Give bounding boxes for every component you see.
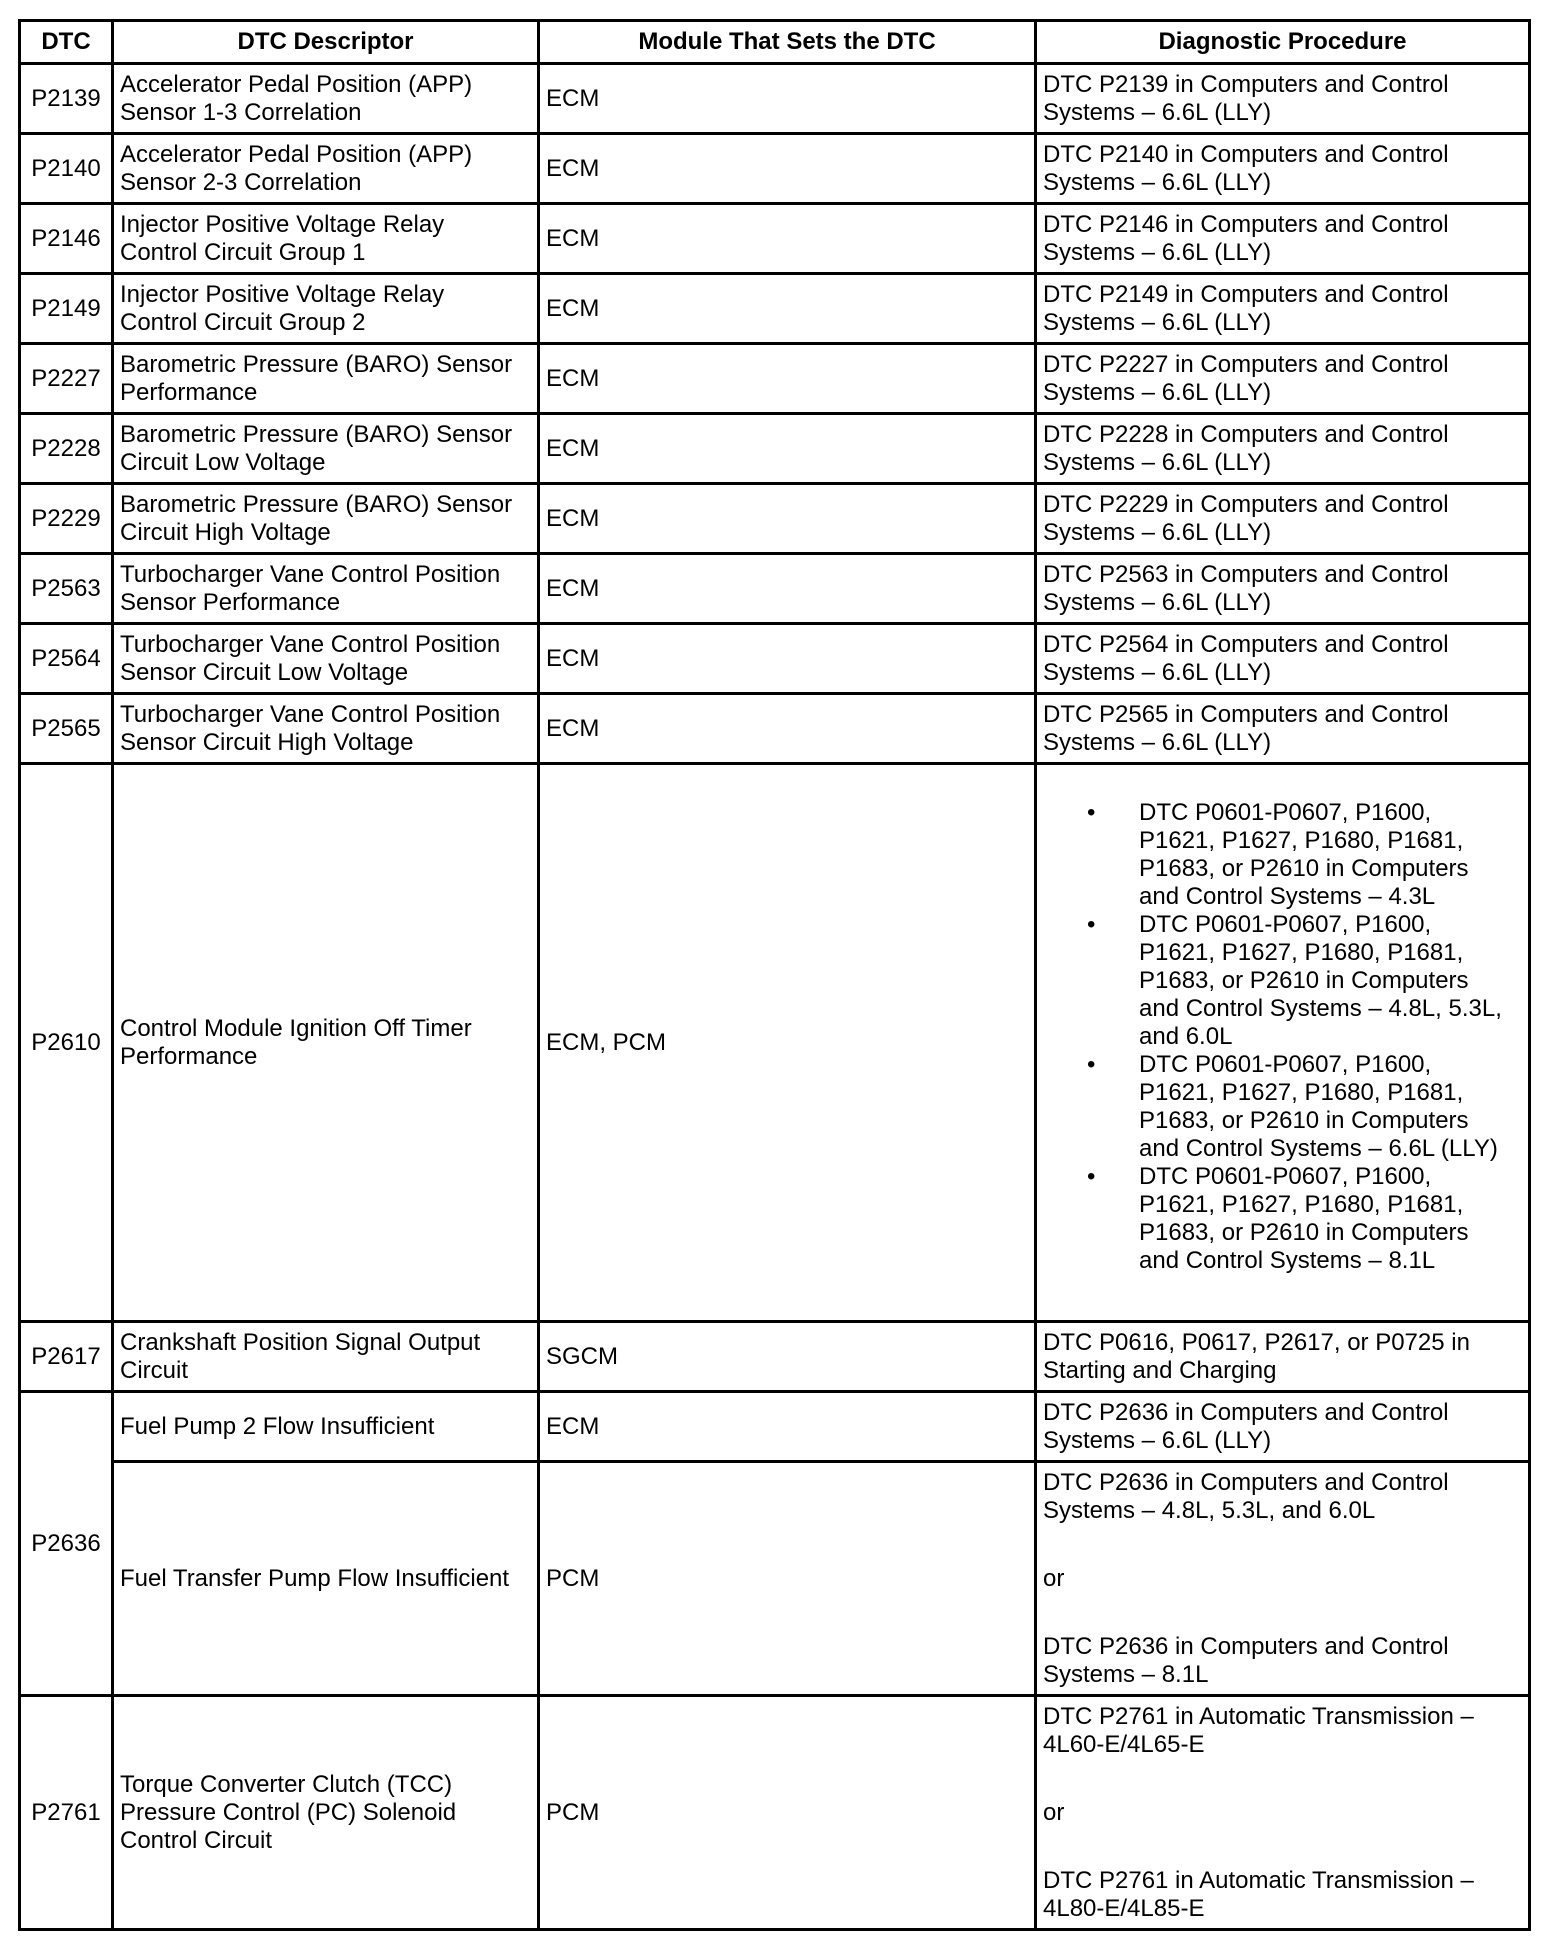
- procedure-line: DTC P2761 in Automatic Transmission –: [1043, 1866, 1474, 1894]
- procedure-line: DTC P2146 in Computers and Control: [1043, 210, 1449, 238]
- procedure-line: DTC P2563 in Computers and Control: [1043, 560, 1449, 588]
- dtc-code: P2636: [20, 1392, 113, 1696]
- dtc-code: P2228: [20, 414, 113, 484]
- dtc-code: P2227: [20, 344, 113, 414]
- procedure-bullet-item: [1087, 1162, 1522, 1275]
- procedure-line: DTC P2229 in Computers and Control: [1043, 490, 1449, 518]
- dtc-module: PCM: [539, 1696, 1036, 1930]
- procedure-line: P1621, P1627, P1680, P1681,: [1139, 1190, 1464, 1218]
- descriptor-line: Sensor 2-3 Correlation: [120, 168, 362, 196]
- dtc-descriptor: [113, 204, 539, 274]
- dtc-descriptor: [113, 64, 539, 134]
- table-row: [20, 134, 1530, 204]
- procedure-line: Systems – 6.6L (LLY): [1043, 378, 1272, 406]
- descriptor-line: Torque Converter Clutch (TCC): [120, 1770, 453, 1798]
- dtc-module: ECM: [539, 624, 1036, 694]
- procedure-line: P1683, or P2610 in Computers: [1139, 966, 1469, 994]
- dtc-descriptor: [113, 554, 539, 624]
- table-row-p2636-b: [20, 1462, 1530, 1696]
- table-row: [20, 414, 1530, 484]
- procedure-line: Systems – 6.6L (LLY): [1043, 588, 1272, 616]
- dtc-code: P2617: [20, 1322, 113, 1392]
- dtc-code: P2149: [20, 274, 113, 344]
- dtc-procedure: [1036, 1392, 1530, 1462]
- dtc-descriptor: [113, 414, 539, 484]
- descriptor-line: Barometric Pressure (BARO) Sensor: [120, 490, 513, 518]
- procedure-line: Systems – 4.8L, 5.3L, and 6.0L: [1043, 1496, 1376, 1524]
- procedure-line: DTC P2636 in Computers and Control: [1043, 1632, 1449, 1660]
- procedure-line: Systems – 6.6L (LLY): [1043, 168, 1272, 196]
- bullet-dot: •: [1087, 1050, 1096, 1078]
- dtc-module: ECM: [539, 64, 1036, 134]
- dtc-procedure: [1036, 624, 1530, 694]
- procedure-line: DTC P2227 in Computers and Control: [1043, 350, 1449, 378]
- dtc-descriptor: [113, 1696, 539, 1930]
- dtc-descriptor: Fuel Transfer Pump Flow Insufficient: [113, 1462, 539, 1696]
- procedure-line: DTC P2140 in Computers and Control: [1043, 140, 1449, 168]
- header-procedure: Diagnostic Procedure: [1036, 21, 1530, 64]
- dtc-procedure: [1036, 694, 1530, 764]
- dtc-descriptor: [113, 344, 539, 414]
- dtc-code: P2563: [20, 554, 113, 624]
- descriptor-line: Sensor Performance: [120, 588, 341, 616]
- procedure-line: DTC P2564 in Computers and Control: [1043, 630, 1449, 658]
- dtc-procedure: [1036, 1462, 1530, 1696]
- procedure-line: Systems – 6.6L (LLY): [1043, 518, 1272, 546]
- procedure-line: P1683, or P2610 in Computers: [1139, 1106, 1469, 1134]
- procedure-bullet-item: [1087, 910, 1522, 1051]
- table-row: [20, 64, 1530, 134]
- descriptor-line: Pressure Control (PC) Solenoid: [120, 1798, 457, 1826]
- dtc-module: ECM: [539, 204, 1036, 274]
- dtc-module: ECM, PCM: [539, 764, 1036, 1322]
- procedure-line: 4L60-E/4L65-E: [1043, 1730, 1205, 1758]
- procedure-line: Systems – 6.6L (LLY): [1043, 238, 1272, 266]
- procedure-line: and 6.0L: [1139, 1022, 1233, 1050]
- dtc-procedure: [1036, 1696, 1530, 1930]
- bullet-dot: •: [1087, 910, 1096, 938]
- dtc-descriptor: [113, 1322, 539, 1392]
- table-row-p2610: [20, 764, 1530, 1322]
- dtc-procedure: [1036, 134, 1530, 204]
- dtc-code: P2229: [20, 484, 113, 554]
- procedure-or: or: [1043, 1798, 1065, 1826]
- procedure-line: DTC P0616, P0617, P2617, or P0725 in: [1043, 1328, 1470, 1356]
- procedure-line: 4L80-E/4L85-E: [1043, 1894, 1205, 1922]
- descriptor-line: Turbocharger Vane Control Position: [120, 700, 501, 728]
- procedure-line: DTC P0601-P0607, P1600,: [1139, 1050, 1432, 1078]
- procedure-line: Systems – 6.6L (LLY): [1043, 308, 1272, 336]
- dtc-code: P2565: [20, 694, 113, 764]
- descriptor-line: Turbocharger Vane Control Position: [120, 560, 501, 588]
- table-row-p2617: [20, 1322, 1530, 1392]
- bullet-dot: •: [1087, 1162, 1096, 1190]
- dtc-procedure: [1036, 484, 1530, 554]
- dtc-module: ECM: [539, 344, 1036, 414]
- descriptor-line: Accelerator Pedal Position (APP): [120, 140, 473, 168]
- descriptor-line: Control Circuit: [120, 1826, 273, 1854]
- table-header-row: [20, 21, 1530, 64]
- procedure-line: Starting and Charging: [1043, 1356, 1277, 1384]
- dtc-module: ECM: [539, 414, 1036, 484]
- procedure-line: and Control Systems – 6.6L (LLY): [1139, 1134, 1498, 1162]
- dtc-code: P2610: [20, 764, 113, 1322]
- procedure-line: DTC P2636 in Computers and Control: [1043, 1468, 1449, 1496]
- dtc-procedure: [1036, 204, 1530, 274]
- dtc-table: [18, 19, 1531, 1931]
- procedure-line: and Control Systems – 4.8L, 5.3L,: [1139, 994, 1502, 1022]
- header-dtc: DTC: [20, 21, 113, 64]
- descriptor-line: Sensor Circuit High Voltage: [120, 728, 414, 756]
- table-row: [20, 484, 1530, 554]
- dtc-procedure: [1036, 764, 1530, 1322]
- dtc-descriptor: Fuel Pump 2 Flow Insufficient: [113, 1392, 539, 1462]
- procedure-or: or: [1043, 1564, 1065, 1592]
- dtc-module: ECM: [539, 554, 1036, 624]
- procedure-line: DTC P2228 in Computers and Control: [1043, 420, 1449, 448]
- descriptor-line: Control Circuit Group 1: [120, 238, 366, 266]
- descriptor-line: Circuit High Voltage: [120, 518, 331, 546]
- dtc-procedure: [1036, 414, 1530, 484]
- dtc-code: P2140: [20, 134, 113, 204]
- descriptor-line: Injector Positive Voltage Relay: [120, 210, 445, 238]
- dtc-descriptor: [113, 274, 539, 344]
- procedure-line: Systems – 6.6L (LLY): [1043, 1426, 1272, 1454]
- descriptor-line: Performance: [120, 378, 258, 406]
- table-row: [20, 624, 1530, 694]
- table-row-p2636-a: [20, 1392, 1530, 1462]
- bullet-dot: •: [1087, 798, 1096, 826]
- dtc-module: ECM: [539, 134, 1036, 204]
- dtc-code: P2139: [20, 64, 113, 134]
- procedure-line: P1683, or P2610 in Computers: [1139, 854, 1469, 882]
- procedure-line: DTC P2565 in Computers and Control: [1043, 700, 1449, 728]
- procedure-line: P1621, P1627, P1680, P1681,: [1139, 826, 1464, 854]
- dtc-descriptor: [113, 624, 539, 694]
- dtc-descriptor: [113, 764, 539, 1322]
- descriptor-line: Control Circuit Group 2: [120, 308, 366, 336]
- procedure-line: DTC P2139 in Computers and Control: [1043, 70, 1449, 98]
- procedure-bullet-item: [1087, 1050, 1522, 1163]
- procedure-line: and Control Systems – 8.1L: [1139, 1246, 1436, 1274]
- procedure-line: Systems – 8.1L: [1043, 1660, 1209, 1688]
- dtc-procedure: [1036, 344, 1530, 414]
- dtc-procedure: [1036, 1322, 1530, 1392]
- descriptor-line: Sensor Circuit Low Voltage: [120, 658, 409, 686]
- dtc-procedure: [1036, 64, 1530, 134]
- table-row: [20, 344, 1530, 414]
- dtc-module: SGCM: [539, 1322, 1036, 1392]
- procedure-bullet-list: [1043, 799, 1522, 1275]
- dtc-descriptor: [113, 134, 539, 204]
- dtc-descriptor: [113, 484, 539, 554]
- table-row: [20, 694, 1530, 764]
- dtc-module: ECM: [539, 1392, 1036, 1462]
- dtc-code: P2761: [20, 1696, 113, 1930]
- descriptor-line: Circuit Low Voltage: [120, 448, 326, 476]
- procedure-line: DTC P0601-P0607, P1600,: [1139, 798, 1432, 826]
- procedure-line: Systems – 6.6L (LLY): [1043, 658, 1272, 686]
- descriptor-line: Performance: [120, 1042, 258, 1070]
- table-row: [20, 204, 1530, 274]
- descriptor-line: Circuit: [120, 1356, 189, 1384]
- procedure-line: DTC P2761 in Automatic Transmission –: [1043, 1702, 1474, 1730]
- descriptor-line: Control Module Ignition Off Timer: [120, 1014, 472, 1042]
- dtc-module: ECM: [539, 484, 1036, 554]
- table-row: [20, 554, 1530, 624]
- dtc-procedure: [1036, 554, 1530, 624]
- descriptor-line: Sensor 1-3 Correlation: [120, 98, 362, 126]
- dtc-code: P2146: [20, 204, 113, 274]
- procedure-line: DTC P0601-P0607, P1600,: [1139, 1162, 1432, 1190]
- procedure-line: and Control Systems – 4.3L: [1139, 882, 1436, 910]
- procedure-bullet-item: [1087, 798, 1522, 911]
- dtc-module: ECM: [539, 694, 1036, 764]
- procedure-line: DTC P2636 in Computers and Control: [1043, 1398, 1449, 1426]
- header-descriptor: DTC Descriptor: [113, 21, 539, 64]
- descriptor-line: Crankshaft Position Signal Output: [120, 1328, 481, 1356]
- dtc-code: P2564: [20, 624, 113, 694]
- procedure-line: P1683, or P2610 in Computers: [1139, 1218, 1469, 1246]
- descriptor-line: Barometric Pressure (BARO) Sensor: [120, 420, 513, 448]
- procedure-line: P1621, P1627, P1680, P1681,: [1139, 1078, 1464, 1106]
- table-row: [20, 274, 1530, 344]
- dtc-module: ECM: [539, 274, 1036, 344]
- procedure-line: DTC P2149 in Computers and Control: [1043, 280, 1449, 308]
- procedure-line: Systems – 6.6L (LLY): [1043, 448, 1272, 476]
- descriptor-line: Barometric Pressure (BARO) Sensor: [120, 350, 513, 378]
- procedure-line: Systems – 6.6L (LLY): [1043, 728, 1272, 756]
- procedure-line: Systems – 6.6L (LLY): [1043, 98, 1272, 126]
- procedure-line: DTC P0601-P0607, P1600,: [1139, 910, 1432, 938]
- descriptor-line: Turbocharger Vane Control Position: [120, 630, 501, 658]
- dtc-descriptor: [113, 694, 539, 764]
- dtc-module: PCM: [539, 1462, 1036, 1696]
- descriptor-line: Accelerator Pedal Position (APP): [120, 70, 473, 98]
- descriptor-line: Injector Positive Voltage Relay: [120, 280, 445, 308]
- header-module: Module That Sets the DTC: [539, 21, 1036, 64]
- dtc-procedure: [1036, 274, 1530, 344]
- procedure-line: P1621, P1627, P1680, P1681,: [1139, 938, 1464, 966]
- table-row-p2761: [20, 1696, 1530, 1930]
